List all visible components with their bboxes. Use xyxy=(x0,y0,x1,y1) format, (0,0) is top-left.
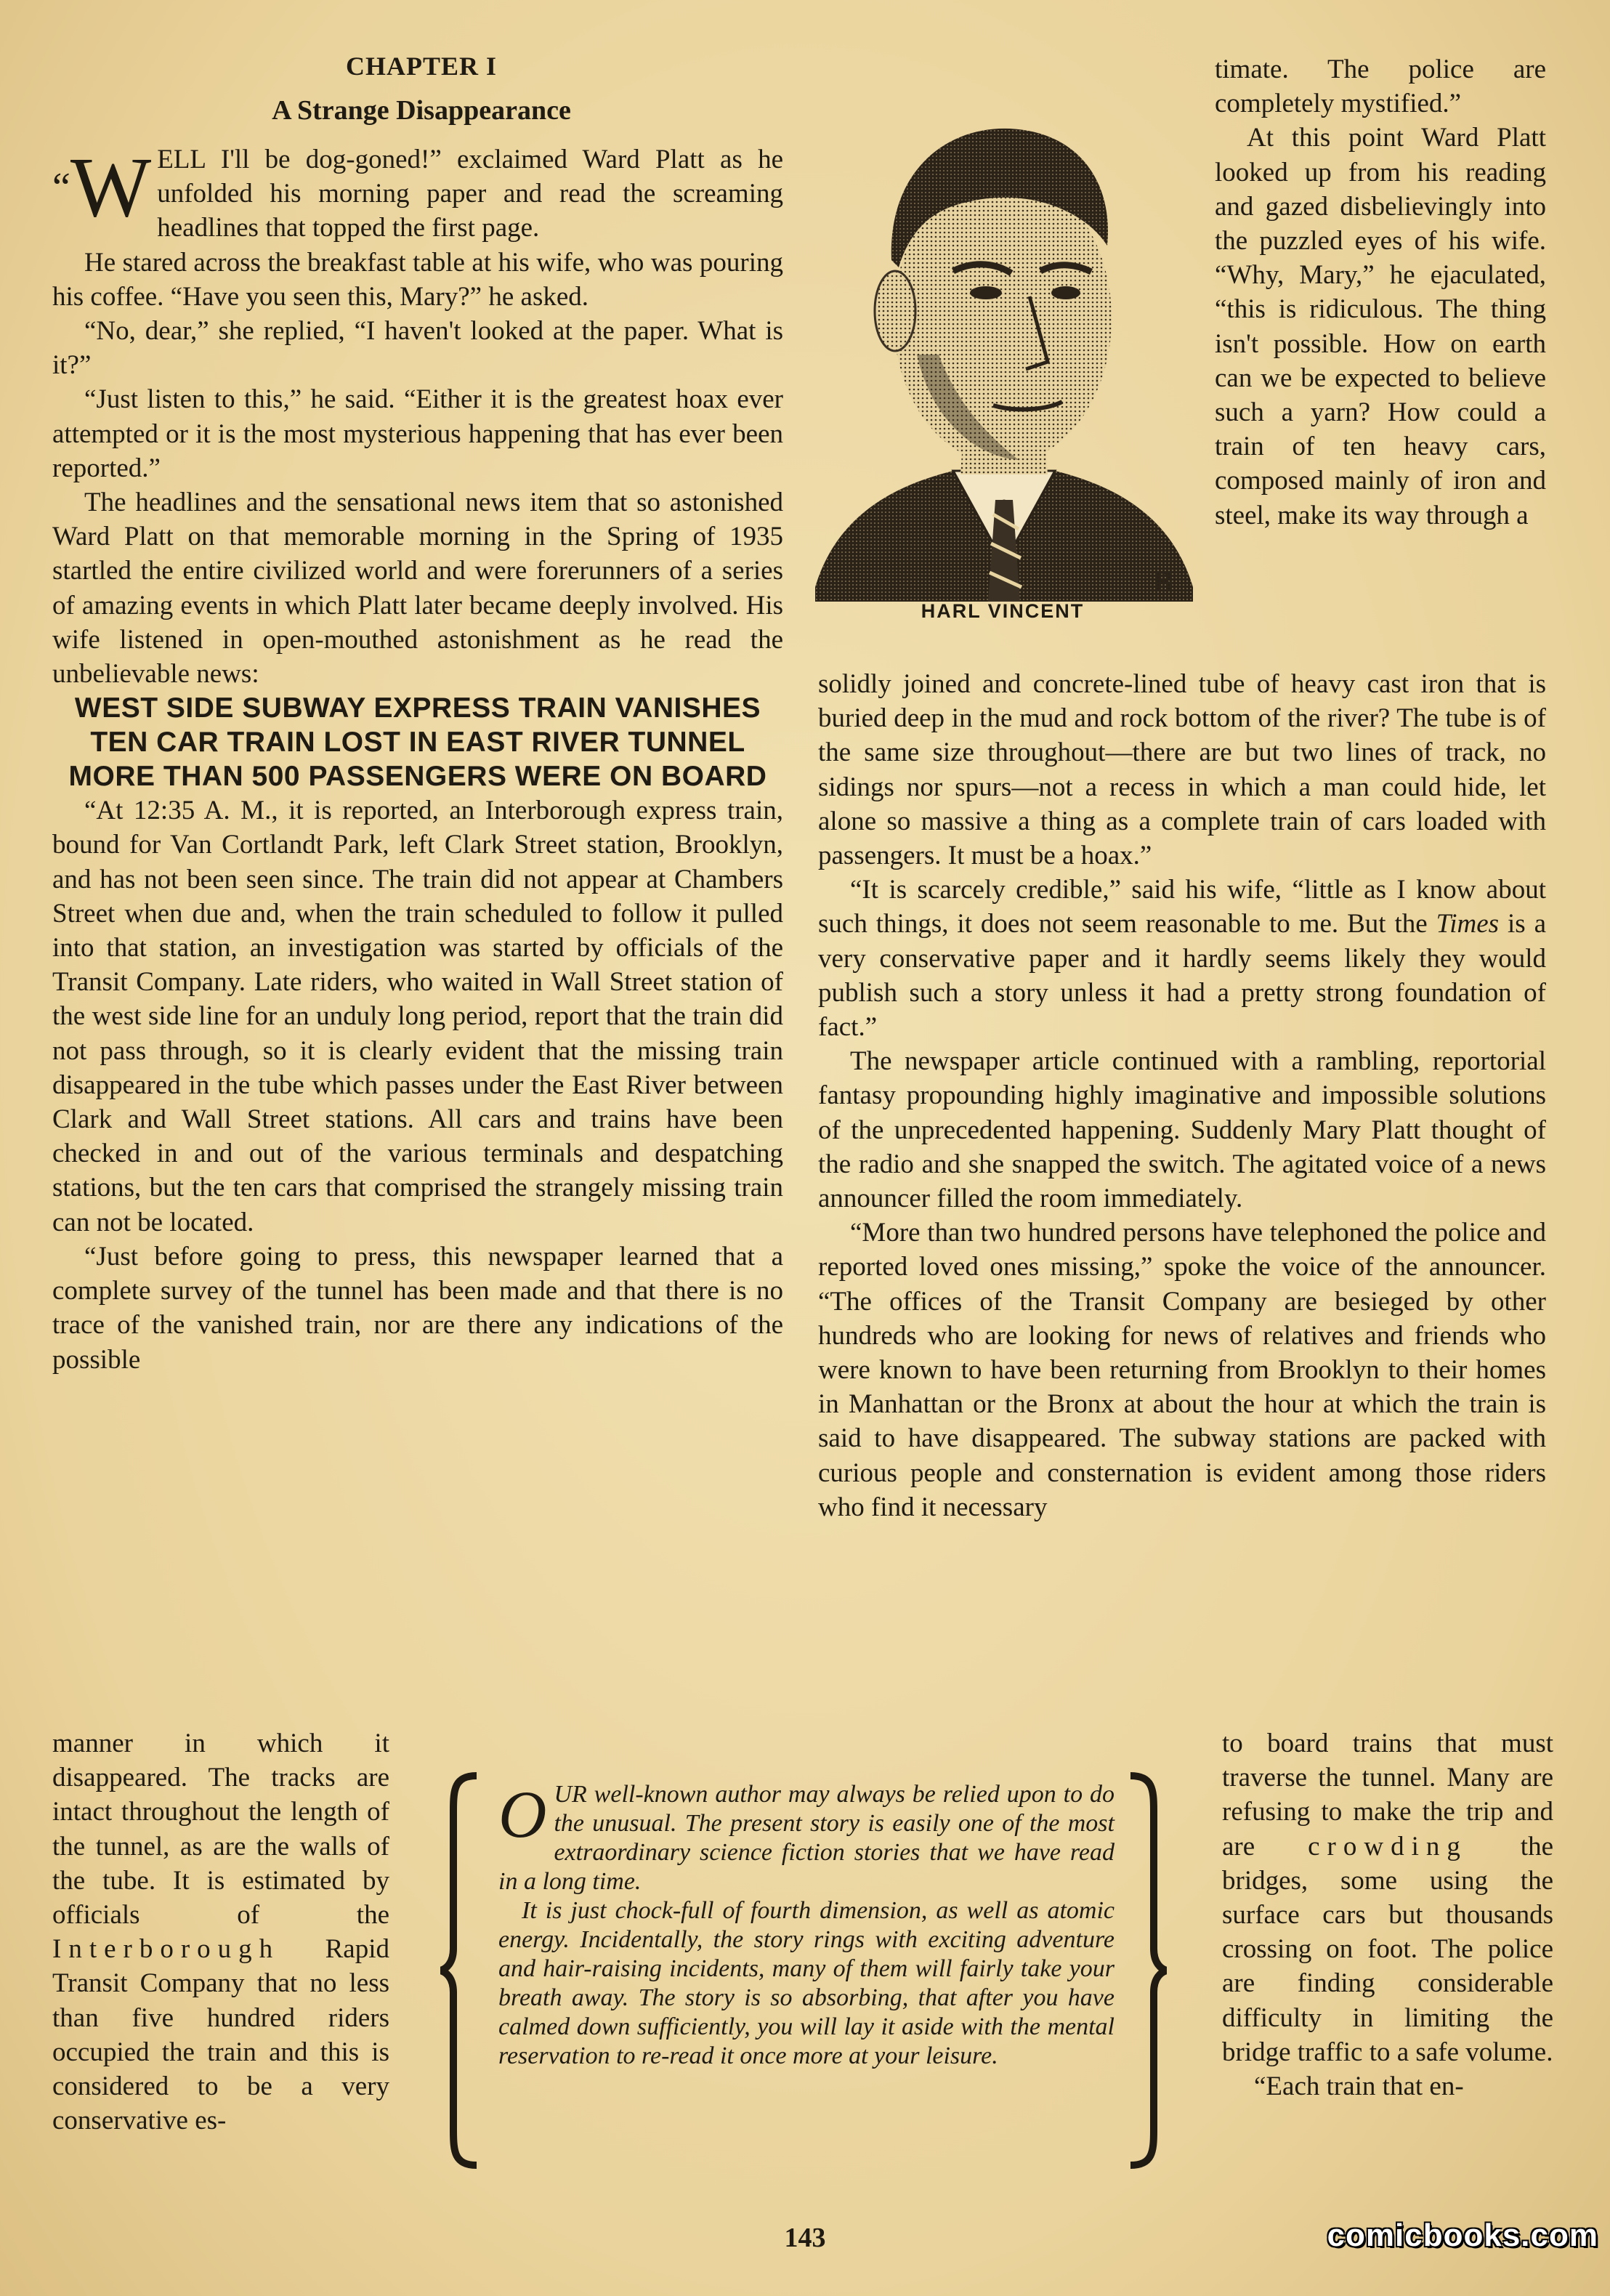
paragraph: At this point Ward Platt looked up from his reading and gazed disbelievingly into the puzzled eyes of his wife. “Why, Mary,” he ejaculated, “this is ridiculous. The thing isn't possible. How on earth can we be expected to believe such a yarn? How could a train of ten heavy cars, composed mainly of iron and steel, make its way through a xyxy=(1215,123,1546,530)
paragraph: He stared across the breakfast table at his wife, who was pouring his coffee. “Have you seen this, Mary?” he asked. xyxy=(52,247,783,312)
paragraph: “Just before going to press, this newspaper learned that a complete survey of the tunnel has been made and that there is no trace of the vanished train, nor are there any indications of the possible xyxy=(52,1241,783,1375)
paragraph: “Each train that en- xyxy=(1254,2071,1464,2102)
news-headline: TEN CAR TRAIN LOST IN EAST RIVER TUNNEL xyxy=(90,727,745,759)
paragraph: The newspaper article continued with a rambling, reportorial fantasy propounding highly imaginative and impossible solutions of the unprecedented happening. Suddenly Mary Platt thought of the radio and she snapped the switch. The agitated voice of a news announcer filled the room immediately. xyxy=(818,1046,1546,1214)
paragraph-continued: timate. The police are completely mystified.” xyxy=(1215,54,1546,119)
right-column-top xyxy=(1215,52,1546,533)
editor-note-box xyxy=(440,1767,1167,2174)
opening-paragraph: “W ELL I'll be dog-goned!” exclaimed Ward Platt as he unfolded his morning paper and read the screaming headlines that topped the first page. xyxy=(52,140,783,243)
paragraph: “More than two hundred persons have telephoned the police and reported loved ones missing,” spoke the voice of the announcer. “The offices of the Transit Company are besieged by other hundreds who are looking for news of relatives and friends who were known to have been returning from Brooklyn to their homes in Manhattan or the Bronx at about the hour at which the train is said to have disappeared. The subway stations are packed with curious people and consternation is evident among those riders who find it necessary xyxy=(818,1218,1546,1522)
editor-paragraph: OUR well-known author may always be relied upon to do the unusual. The present story is easily one of the most extraordinary science fiction stories that we have read in a long time. xyxy=(498,1777,1115,1895)
page-number: 143 xyxy=(784,2223,826,2253)
left-column-bottom xyxy=(52,1726,389,2138)
news-headline: WEST SIDE SUBWAY EXPRESS TRAIN VANISHES xyxy=(74,692,761,724)
editor-paragraph: It is just chock-full of fourth dimension, as well as atomic energy. Incidentally, the story rings with exciting adventure and hair-raising incidents, many of them will fairly take your breath away. The story is so absorbing, that after you have calmed down sufficiently, you will lay it aside with the mental reservation to re-read it once more at your leisure. xyxy=(498,1897,1115,2069)
left-column-top xyxy=(52,142,783,1377)
artist-mark: B xyxy=(1154,565,1173,598)
editor-note-text xyxy=(498,1777,1115,2071)
paragraph: “It is scarcely credible,” said his wife, “little as I know about such things, it does not seem reasonable to me. But the Times is a very conservative paper and it hardly seems likely they would publish such a story unless it had a pretty strong foundation of fact.” xyxy=(818,875,1546,1043)
chapter-heading: CHAPTER I xyxy=(345,52,498,81)
paragraph: “At 12:35 A. M., it is reported, an Interborough express train, bound for Van Cortlandt Park, left Clark Street station, Brooklyn, and has not been seen since. The train did not appear at Chambers Street when due and, when the train scheduled to follow it pulled into that station, an investigation was started by officials of the Transit Company. Late riders, who waited in Wall Street station of the west side line for an unduly long period, report that the train did not pass through, so it is clearly evident that the missing train disappeared in the tube which passes under the East River between Clark and Wall Street stations. All cars and trains have been checked in and out of the various terminals and despatching stations, but the ten cars that comprised the strangely missing train can not be located. xyxy=(52,796,783,1237)
right-column-middle xyxy=(818,667,1546,1524)
author-portrait xyxy=(808,78,1200,645)
watermark: comicbooks.com xyxy=(1327,2218,1598,2253)
paragraph-continued: manner in which it disappeared. The tracks are intact throughout the length of the tunnel, as are the walls of the tube. It is estimated by officials of the Interborough Rapid Transit Company that no less than five hundred riders occupied the train and this is considered to be a very conservative es- xyxy=(52,1729,389,2136)
right-column-bottom xyxy=(1222,1726,1553,2103)
paragraph: “No, dear,” she replied, “I haven't looked at the paper. What is it?” xyxy=(52,316,783,381)
paragraph: “Just listen to this,” he said. “Either it is the greatest hoax ever attempted or it is the most mysterious happening that has ever been reported.” xyxy=(52,384,783,483)
paragraph-continued: solidly joined and concrete-lined tube of heavy cast iron that is buried deep in the mud and rock bottom of the river? The tube is of the same size throughout—there are but two lines of track, no sidings nor spurs—not a recess in which a man could hide, let alone so massive a thing as a complete train of cars loaded with passengers. It must be a hoax.” xyxy=(818,669,1546,871)
chapter-title: A Strange Disappearance xyxy=(272,95,571,126)
drop-cap: “W xyxy=(52,140,152,235)
paragraph-continued: to board trains that must traverse the tunnel. Many are refusing to make the trip and are crowding the bridges, some using the surface cars but thousands crossing on foot. The police are finding considerable difficulty in limiting the bridge traffic to a safe volume. xyxy=(1222,1729,1553,2067)
paragraph: The headlines and the sensational news item that so astonished Ward Platt on that memorable morning in the Spring of 1935 startled the entire civilized world and were forerunners of a series of amazing events in which Platt later became deeply involved. His wife listened in open-mouthed astonishment as he read the unbelievable news: xyxy=(52,488,783,690)
editor-drop-cap: O xyxy=(498,1777,547,1851)
portrait-caption: HARL VINCENT xyxy=(921,600,1085,622)
news-headline: MORE THAN 500 PASSENGERS WERE ON BOARD xyxy=(68,761,767,793)
portrait-illustration xyxy=(808,78,1200,645)
